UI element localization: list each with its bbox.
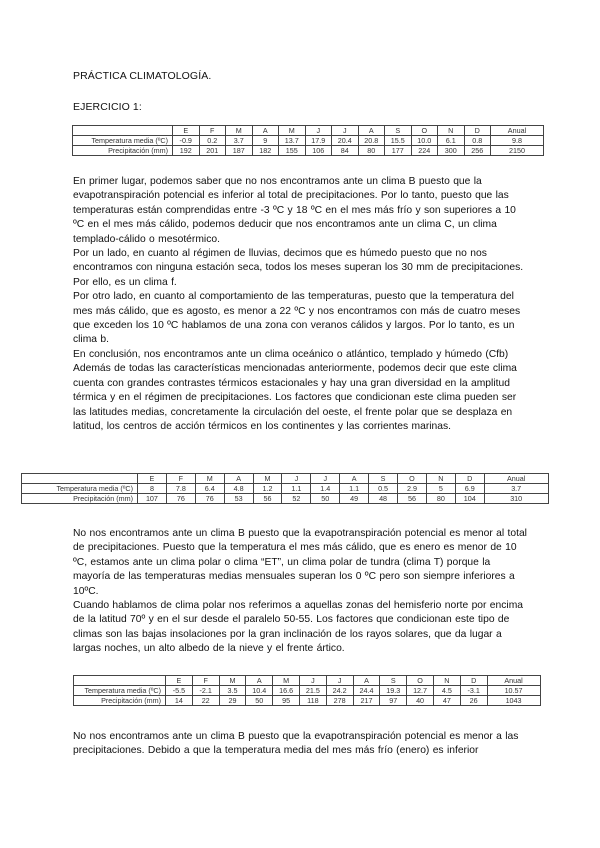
table-cell: 2.9: [398, 484, 427, 494]
table-cell: 80: [358, 146, 385, 156]
table-cell: 10.57: [487, 686, 540, 696]
table-cell: 201: [199, 146, 226, 156]
document-title: PRÁCTICA CLIMATOLOGÍA.: [73, 70, 212, 82]
table-cell: 19.3: [380, 686, 407, 696]
month-header: N: [438, 126, 465, 136]
month-header: J: [299, 676, 326, 686]
paragraph: En primer lugar, podemos saber que no nos encontramos ante un clima B puesto que la evapotranspiración potencial es inferior al total de precipitaciones. Por lo tanto, puesto que las temperaturas están comprendidas entre -3 ºC y 18 ºC en el mes más frío y son superiores a 10 ºC en el mes más cálido, podemos deducir que nos encontramos ante un clima C, un clima templado-cálido o mesotérmico.: [73, 176, 516, 245]
table-cell: 217: [353, 696, 380, 706]
paragraph-block-2: [73, 527, 528, 657]
table-row: [22, 494, 549, 504]
paragraph: No nos encontramos ante un clima B puesto que la evapotranspiración potencial es menor al total de precipitaciones. Puesto que la temperatura el mes más cálido, que es enero es menor de 10 ºC, estamos ante un clima polar o clima “ET”, un clima polar de tundra (clima T) porque la mayoría de las temperaturas medias mensuales superan los 0 ºC pero son siempre inferiores a 10ºC.: [73, 528, 527, 597]
month-header: D: [460, 676, 487, 686]
table-cell: 12.7: [407, 686, 434, 696]
table-cell: 107: [138, 494, 167, 504]
table-cell: 56: [253, 494, 282, 504]
table-cell: -5.5: [166, 686, 193, 696]
table-cell: 187: [226, 146, 253, 156]
table-cell: 10.4: [246, 686, 273, 696]
table-cell: 84: [332, 146, 359, 156]
table-cell: 6.1: [438, 136, 465, 146]
table-cell: 20.4: [332, 136, 359, 146]
table-cell: 47: [433, 696, 460, 706]
table-header-row: [74, 676, 541, 686]
month-header: F: [199, 126, 226, 136]
month-header: S: [369, 474, 398, 484]
paragraph: No nos encontramos ante un clima B puesto que la evapotranspiración potencial es menor a las precipitaciones. Debido a que la temperatura media del mes más frío (enero) es inferior: [73, 731, 519, 757]
month-header: M: [253, 474, 282, 484]
table-cell: -3.1: [460, 686, 487, 696]
table-row: [74, 696, 541, 706]
month-header: N: [433, 676, 460, 686]
table-cell: 1.2: [253, 484, 282, 494]
month-header: D: [464, 126, 491, 136]
table-cell: 56: [398, 494, 427, 504]
table-cell: 15.5: [385, 136, 412, 146]
table-cell: 1.4: [311, 484, 340, 494]
table-cell: 0.2: [199, 136, 226, 146]
table-cell: 76: [166, 494, 195, 504]
table-cell: 29: [219, 696, 246, 706]
paragraph: Por otro lado, en cuanto al comportamiento de las temperaturas, puesto que la temperatura del mes más cálido, que es agosto, es menor a 22 ºC y nos encontramos con más de cuatro meses que exceden los 10 ºC hablamos de una zona con veranos cálidos y largos. Por lo tanto, es un clima b.: [73, 291, 521, 346]
paragraph: Por un lado, en cuanto al régimen de lluvias, decimos que es húmedo puesto que no nos encontramos con ninguna estación seca, todos los meses superan los 30 mm de precipitaciones. Por ello, es un clima f.: [73, 248, 524, 288]
table-cell: 106: [305, 146, 332, 156]
month-header: J: [332, 126, 359, 136]
table-cell: 192: [173, 146, 200, 156]
table-cell: 278: [326, 696, 353, 706]
paragraph: En conclusión, nos encontramos ante un clima oceánico o atlántico, templado y húmedo (Cfb) Además de todas las características mencionadas anteriormente, podemos decir que este clima cuenta con grandes contrastes térmicos estacionales y hay una gran diversidad en la amplitud térmica y en el régimen de precipitaciones. Los factores que condicionan este clima pueden ser las latitudes medias, concretamente la circulación del oeste, el frente polar que se desplaza en latitud, los centros de acción térmicos en los continentes y las corrientes marinas.: [73, 348, 517, 432]
table-cell: 10.0: [411, 136, 438, 146]
table-cell: 3.7: [484, 484, 548, 494]
table-cell: 118: [299, 696, 326, 706]
exercise-heading: EJERCICIO 1:: [73, 101, 142, 113]
paragraph-block-1: [73, 175, 528, 434]
table-cell: 21.5: [299, 686, 326, 696]
table-cell: 4.5: [433, 686, 460, 696]
table-cell: 0.5: [369, 484, 398, 494]
table-cell: 7.8: [166, 484, 195, 494]
month-header: E: [138, 474, 167, 484]
month-header: A: [252, 126, 279, 136]
table-cell: 17.9: [305, 136, 332, 146]
table-header-row: [73, 126, 544, 136]
month-header: A: [340, 474, 369, 484]
table-cell: 256: [464, 146, 491, 156]
table-cell: 50: [246, 696, 273, 706]
table-cell: 5: [426, 484, 455, 494]
table-cell: 24.4: [353, 686, 380, 696]
month-header: M: [226, 126, 253, 136]
climate-table-3: [73, 675, 541, 706]
table-cell: 22: [192, 696, 219, 706]
table-corner: [22, 474, 138, 484]
month-header: D: [455, 474, 484, 484]
month-header: F: [166, 474, 195, 484]
month-header: O: [411, 126, 438, 136]
climate-table-1: [72, 125, 544, 156]
table-cell: 300: [438, 146, 465, 156]
table-cell: 16.6: [273, 686, 300, 696]
month-header: E: [173, 126, 200, 136]
table-cell: 80: [426, 494, 455, 504]
table-cell: 6.9: [455, 484, 484, 494]
table-row: [22, 484, 549, 494]
table-corner: [73, 126, 173, 136]
table-cell: 20.8: [358, 136, 385, 146]
table-cell: 53: [224, 494, 253, 504]
month-header: A: [358, 126, 385, 136]
month-header: Anual: [491, 126, 544, 136]
month-header: S: [385, 126, 412, 136]
month-header: A: [224, 474, 253, 484]
paragraph-block-3: [73, 730, 528, 759]
month-header: O: [407, 676, 434, 686]
month-header: M: [273, 676, 300, 686]
month-header: J: [282, 474, 311, 484]
month-header: J: [305, 126, 332, 136]
row-label: Precipitación (mm): [22, 494, 138, 504]
table-cell: 182: [252, 146, 279, 156]
table-corner: [74, 676, 166, 686]
table-cell: 52: [282, 494, 311, 504]
row-label: Temperatura media (ºC): [73, 136, 173, 146]
month-header: A: [353, 676, 380, 686]
table-cell: 8: [138, 484, 167, 494]
table-cell: 224: [411, 146, 438, 156]
table-cell: 76: [195, 494, 224, 504]
month-header: N: [426, 474, 455, 484]
month-header: J: [311, 474, 340, 484]
table-cell: 2150: [491, 146, 544, 156]
table-cell: -0.9: [173, 136, 200, 146]
month-header: M: [219, 676, 246, 686]
month-header: O: [398, 474, 427, 484]
month-header: F: [192, 676, 219, 686]
month-header: E: [166, 676, 193, 686]
month-header: Anual: [484, 474, 548, 484]
table-cell: 48: [369, 494, 398, 504]
table-cell: 14: [166, 696, 193, 706]
month-header: J: [326, 676, 353, 686]
month-header: S: [380, 676, 407, 686]
month-header: M: [195, 474, 224, 484]
table-row: [74, 686, 541, 696]
table-cell: -2.1: [192, 686, 219, 696]
table-cell: 104: [455, 494, 484, 504]
table-cell: 310: [484, 494, 548, 504]
table-cell: 40: [407, 696, 434, 706]
table-cell: 50: [311, 494, 340, 504]
table-cell: 1043: [487, 696, 540, 706]
climate-table-2: [21, 473, 549, 504]
table-cell: 3.7: [226, 136, 253, 146]
table-cell: 0.8: [464, 136, 491, 146]
table-cell: 95: [273, 696, 300, 706]
table-cell: 9: [252, 136, 279, 146]
row-label: Precipitación (mm): [74, 696, 166, 706]
table-cell: 13.7: [279, 136, 306, 146]
month-header: M: [279, 126, 306, 136]
table-cell: 49: [340, 494, 369, 504]
table-cell: 24.2: [326, 686, 353, 696]
row-label: Temperatura media (ºC): [74, 686, 166, 696]
month-header: Anual: [487, 676, 540, 686]
table-cell: 155: [279, 146, 306, 156]
table-cell: 1.1: [282, 484, 311, 494]
paragraph: Cuando hablamos de clima polar nos referimos a aquellas zonas del hemisferio norte por encima de la latitud 70º y en el sur desde el paralelo 50-55. Los factores que condicionan este tipo de climas son las bajas insolaciones por la gran inclinación de los rayos solares, que da lugar a largas noches, un alto albedo de la nieve y el frente ártico.: [73, 600, 524, 655]
table-cell: 4.8: [224, 484, 253, 494]
table-cell: 97: [380, 696, 407, 706]
table-cell: 3.5: [219, 686, 246, 696]
table-cell: 26: [460, 696, 487, 706]
table-cell: 9.8: [491, 136, 544, 146]
table-cell: 1.1: [340, 484, 369, 494]
row-label: Temperatura media (ºC): [22, 484, 138, 494]
table-header-row: [22, 474, 549, 484]
table-cell: 177: [385, 146, 412, 156]
table-row: [73, 136, 544, 146]
month-header: A: [246, 676, 273, 686]
table-row: [73, 146, 544, 156]
table-cell: 6.4: [195, 484, 224, 494]
row-label: Precipitación (mm): [73, 146, 173, 156]
